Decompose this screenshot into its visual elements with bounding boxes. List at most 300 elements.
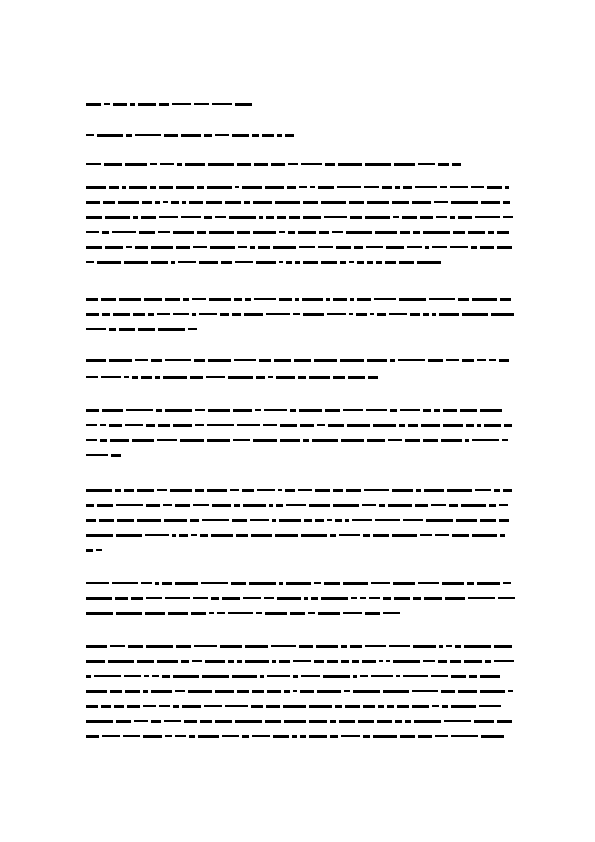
word-glyph: [105, 246, 123, 249]
word-glyph: [134, 720, 148, 722]
word-glyph: [408, 424, 418, 427]
word-glyph: [405, 720, 411, 723]
word-glyph: [344, 690, 350, 692]
word-glyph: [195, 424, 204, 426]
word-glyph: [101, 705, 111, 708]
word-glyph: [418, 735, 432, 738]
word-glyph: [269, 504, 273, 507]
word-glyph: [429, 298, 455, 300]
word-glyph: [238, 246, 247, 248]
word-glyph: [303, 201, 318, 204]
word-glyph: [237, 163, 251, 166]
word-glyph: [128, 645, 143, 648]
word-glyph: [265, 186, 284, 189]
word-glyph: [461, 504, 486, 507]
word-glyph: [94, 675, 121, 677]
word-glyph: [86, 261, 94, 263]
word-glyph: [250, 246, 255, 249]
word-glyph: [97, 134, 123, 137]
word-glyph: [118, 201, 139, 204]
word-glyph: [298, 231, 316, 234]
word-glyph: [392, 489, 413, 492]
word-glyph: [479, 705, 501, 707]
word-glyph: [266, 705, 280, 708]
word-glyph: [418, 163, 435, 165]
word-glyph: [266, 313, 290, 315]
word-glyph: [315, 519, 324, 522]
word-glyph: [400, 409, 420, 411]
word-glyph: [444, 720, 471, 722]
word-glyph: [205, 660, 225, 663]
word-glyph: [350, 216, 362, 219]
word-glyph: [352, 519, 372, 521]
word-glyph: [202, 519, 229, 521]
word-glyph: [212, 103, 232, 105]
word-glyph: [86, 454, 108, 456]
word-glyph: [383, 690, 409, 693]
word-glyph: [244, 313, 263, 316]
word-glyph: [97, 261, 121, 264]
word-glyph: [86, 134, 94, 136]
word-glyph: [442, 582, 464, 585]
word-glyph: [111, 454, 121, 457]
word-glyph: [235, 103, 252, 106]
word-glyph: [86, 660, 105, 663]
word-glyph: [142, 201, 152, 204]
word-glyph: [475, 489, 491, 491]
word-glyph: [327, 519, 332, 521]
word-glyph: [86, 675, 91, 678]
word-glyph: [188, 328, 197, 330]
word-glyph: [173, 424, 192, 427]
word-glyph: [277, 597, 301, 600]
word-glyph: [480, 409, 502, 412]
word-glyph: [176, 246, 190, 249]
word-glyph: [377, 720, 392, 723]
word-glyph: [460, 409, 477, 412]
word-glyph: [86, 549, 93, 552]
word-glyph: [413, 645, 436, 648]
word-glyph: [369, 597, 380, 599]
word-glyph: [371, 582, 390, 584]
word-glyph: [472, 534, 497, 537]
word-glyph: [237, 690, 249, 693]
word-glyph: [86, 186, 106, 189]
word-glyph: [144, 675, 149, 677]
word-glyph: [272, 519, 276, 522]
word-glyph: [225, 705, 248, 707]
word-glyph: [175, 582, 198, 585]
word-glyph: [265, 612, 287, 615]
word-glyph: [137, 489, 154, 492]
word-glyph: [421, 424, 440, 427]
word-glyph: [499, 519, 509, 522]
word-glyph: [398, 359, 425, 361]
word-glyph: [471, 186, 484, 188]
word-glyph: [265, 720, 281, 723]
word-glyph: [367, 261, 373, 264]
word-glyph: [86, 504, 94, 507]
paragraph-line: [86, 295, 511, 303]
word-glyph: [301, 163, 322, 165]
word-glyph: [182, 705, 201, 708]
word-glyph: [336, 246, 351, 249]
word-glyph: [101, 376, 121, 378]
word-glyph: [469, 675, 477, 678]
word-glyph: [125, 424, 143, 426]
word-glyph: [432, 705, 439, 707]
word-glyph: [109, 424, 122, 427]
word-glyph: [386, 246, 404, 249]
word-glyph: [503, 582, 511, 584]
word-glyph: [450, 246, 468, 248]
paragraph-line: [86, 579, 511, 587]
word-glyph: [159, 186, 173, 189]
word-glyph: [180, 439, 204, 442]
word-glyph: [335, 705, 342, 708]
word-glyph: [424, 597, 442, 600]
word-glyph: [365, 216, 390, 219]
word-glyph: [370, 313, 374, 315]
paragraph-line: [86, 160, 466, 168]
word-glyph: [86, 201, 100, 204]
word-glyph: [179, 534, 188, 537]
word-glyph: [245, 660, 269, 663]
word-glyph: [215, 216, 226, 218]
word-glyph: [326, 298, 330, 301]
word-glyph: [302, 298, 323, 301]
paragraph-line: [86, 609, 409, 617]
word-glyph: [207, 439, 230, 442]
word-glyph: [366, 409, 387, 411]
word-glyph: [252, 134, 259, 137]
word-glyph: [367, 359, 387, 362]
word-glyph: [103, 201, 115, 204]
paragraph-line: [86, 702, 509, 710]
word-glyph: [86, 103, 101, 106]
word-glyph: [354, 246, 363, 249]
word-glyph: [237, 231, 250, 234]
word-glyph: [267, 675, 290, 677]
word-glyph: [324, 216, 347, 218]
word-glyph: [431, 504, 446, 506]
word-glyph: [86, 519, 96, 522]
word-glyph: [377, 313, 386, 316]
word-glyph: [385, 261, 396, 264]
word-glyph: [124, 489, 134, 492]
word-glyph: [346, 489, 361, 492]
word-glyph: [293, 690, 297, 692]
word-glyph: [195, 489, 204, 492]
word-glyph: [86, 690, 107, 693]
word-glyph: [117, 519, 134, 522]
word-glyph: [365, 612, 380, 615]
paragraph-line: [86, 546, 104, 554]
word-glyph: [489, 359, 496, 361]
word-glyph: [86, 376, 98, 378]
paragraph-line: [86, 672, 509, 680]
paragraph-line: [86, 325, 201, 333]
word-glyph: [158, 231, 170, 233]
word-glyph: [123, 735, 140, 737]
word-glyph: [206, 201, 222, 204]
word-glyph: [156, 409, 162, 412]
word-glyph: [480, 519, 496, 522]
word-glyph: [367, 439, 385, 442]
word-glyph: [494, 489, 500, 492]
word-glyph: [243, 597, 261, 599]
word-glyph: [300, 690, 314, 693]
word-glyph: [425, 246, 429, 249]
word-glyph: [220, 313, 229, 316]
word-glyph: [243, 504, 266, 507]
word-glyph: [232, 519, 247, 522]
word-glyph: [232, 134, 249, 137]
word-glyph: [335, 519, 342, 522]
word-glyph: [172, 103, 191, 105]
word-glyph: [382, 186, 392, 189]
word-glyph: [455, 645, 461, 648]
word-glyph: [504, 424, 512, 427]
word-glyph: [353, 675, 357, 678]
word-glyph: [86, 439, 97, 441]
word-glyph: [365, 163, 391, 166]
word-glyph: [310, 186, 315, 188]
word-glyph: [393, 582, 415, 585]
word-glyph: [254, 163, 268, 166]
word-glyph: [323, 675, 350, 678]
word-glyph: [412, 690, 438, 692]
word-glyph: [256, 376, 265, 379]
word-glyph: [183, 298, 189, 301]
word-glyph: [434, 409, 440, 412]
subheading-line: [86, 131, 301, 139]
word-glyph: [485, 660, 491, 663]
word-glyph: [346, 231, 372, 234]
word-glyph: [481, 201, 500, 204]
word-glyph: [222, 597, 240, 600]
word-glyph: [164, 720, 181, 722]
word-glyph: [155, 376, 160, 379]
word-glyph: [141, 582, 152, 584]
word-glyph: [151, 246, 173, 249]
word-glyph: [468, 231, 485, 234]
paragraph-line: [86, 687, 515, 695]
word-glyph: [113, 313, 130, 316]
word-glyph: [137, 660, 154, 663]
word-glyph: [431, 675, 448, 677]
word-glyph: [86, 246, 102, 249]
paragraph-line: [86, 451, 121, 459]
word-glyph: [250, 519, 269, 521]
word-glyph: [109, 186, 119, 189]
word-glyph: [340, 359, 364, 362]
word-glyph: [116, 720, 131, 723]
word-glyph: [159, 103, 169, 106]
paragraph-line: [86, 198, 510, 206]
paragraph-line: [86, 373, 378, 381]
word-glyph: [126, 409, 153, 411]
word-glyph: [364, 186, 379, 188]
word-glyph: [477, 424, 481, 427]
word-glyph: [86, 705, 98, 708]
word-glyph: [386, 660, 390, 662]
word-glyph: [209, 612, 214, 614]
word-glyph: [245, 645, 268, 648]
word-glyph: [371, 675, 393, 677]
word-glyph: [237, 424, 260, 426]
word-glyph: [439, 645, 443, 648]
word-glyph: [115, 597, 128, 600]
word-glyph: [328, 424, 344, 427]
word-glyph: [321, 261, 337, 264]
word-glyph: [333, 298, 347, 301]
word-glyph: [299, 246, 315, 248]
word-glyph: [295, 261, 300, 264]
word-glyph: [480, 246, 494, 249]
word-glyph: [208, 409, 230, 412]
word-glyph: [343, 409, 363, 411]
paragraph-line: [86, 213, 513, 221]
word-glyph: [155, 582, 159, 585]
paragraph-line: [86, 406, 507, 414]
word-glyph: [350, 645, 362, 648]
word-glyph: [438, 163, 449, 166]
word-glyph: [273, 246, 296, 249]
word-glyph: [165, 359, 191, 361]
word-glyph: [410, 313, 420, 316]
word-glyph: [194, 359, 205, 362]
word-glyph: [229, 216, 256, 219]
word-glyph: [204, 216, 212, 219]
word-glyph: [184, 720, 197, 723]
word-glyph: [211, 534, 233, 537]
word-glyph: [275, 534, 298, 537]
word-glyph: [190, 519, 199, 522]
paragraph-line: [86, 436, 512, 444]
paragraph-line: [86, 732, 513, 740]
word-glyph: [237, 660, 242, 663]
word-glyph: [109, 359, 132, 362]
word-glyph: [163, 504, 172, 506]
word-glyph: [157, 439, 177, 441]
word-glyph: [256, 261, 276, 264]
word-glyph: [86, 489, 112, 492]
word-glyph: [175, 504, 190, 507]
word-glyph: [363, 705, 375, 708]
word-glyph: [228, 612, 253, 614]
word-glyph: [160, 163, 174, 165]
word-glyph: [375, 231, 397, 234]
word-glyph: [157, 660, 178, 663]
word-glyph: [393, 216, 399, 218]
word-glyph: [86, 645, 107, 648]
word-glyph: [146, 504, 160, 507]
word-glyph: [234, 298, 242, 301]
word-glyph: [165, 409, 192, 412]
word-glyph: [193, 504, 209, 506]
word-glyph: [199, 261, 218, 264]
word-glyph: [400, 231, 410, 234]
word-glyph: [132, 376, 138, 379]
word-glyph: [465, 439, 469, 442]
word-glyph: [356, 313, 367, 316]
word-glyph: [274, 359, 291, 362]
word-glyph: [288, 163, 298, 165]
word-glyph: [104, 163, 122, 166]
word-glyph: [284, 720, 306, 723]
word-glyph: [435, 534, 449, 536]
word-glyph: [192, 298, 206, 300]
word-glyph: [252, 690, 264, 693]
word-glyph: [314, 582, 321, 584]
paragraph-line: [86, 421, 512, 429]
word-glyph: [232, 313, 241, 316]
word-glyph: [189, 201, 203, 204]
word-glyph: [503, 216, 513, 218]
word-glyph: [503, 201, 510, 204]
word-glyph: [451, 735, 478, 737]
word-glyph: [288, 231, 295, 234]
word-glyph: [413, 597, 421, 600]
word-glyph: [215, 134, 229, 136]
word-glyph: [171, 261, 175, 264]
word-glyph: [327, 313, 346, 315]
word-glyph: [145, 612, 165, 615]
word-glyph: [260, 675, 264, 678]
word-glyph: [185, 163, 205, 166]
word-glyph: [458, 298, 469, 301]
word-glyph: [351, 597, 357, 599]
word-glyph: [400, 735, 415, 738]
word-glyph: [221, 261, 232, 264]
word-glyph: [135, 359, 148, 361]
paragraph-line: [86, 183, 514, 191]
word-glyph: [162, 675, 170, 678]
word-glyph: [235, 186, 239, 188]
word-glyph: [259, 216, 263, 219]
word-glyph: [324, 582, 340, 585]
word-glyph: [228, 660, 234, 663]
word-glyph: [267, 690, 281, 693]
word-glyph: [446, 645, 452, 647]
word-glyph: [423, 439, 438, 442]
word-glyph: [97, 504, 113, 507]
word-glyph: [164, 519, 187, 522]
word-glyph: [208, 163, 234, 166]
word-glyph: [428, 359, 443, 362]
word-glyph: [319, 231, 329, 234]
word-glyph: [494, 645, 512, 648]
word-glyph: [251, 534, 272, 537]
word-glyph: [254, 298, 276, 300]
word-glyph: [197, 231, 206, 234]
word-glyph: [303, 216, 321, 219]
paragraph-line: [86, 531, 512, 539]
word-glyph: [350, 298, 354, 301]
word-glyph: [86, 163, 101, 165]
word-glyph: [96, 549, 102, 551]
word-glyph: [363, 735, 370, 738]
word-glyph: [86, 359, 106, 362]
word-glyph: [390, 359, 395, 362]
word-glyph: [314, 660, 324, 663]
word-glyph: [333, 489, 343, 492]
word-glyph: [244, 201, 250, 204]
word-glyph: [443, 409, 457, 412]
word-glyph: [388, 439, 402, 441]
word-glyph: [303, 439, 309, 442]
